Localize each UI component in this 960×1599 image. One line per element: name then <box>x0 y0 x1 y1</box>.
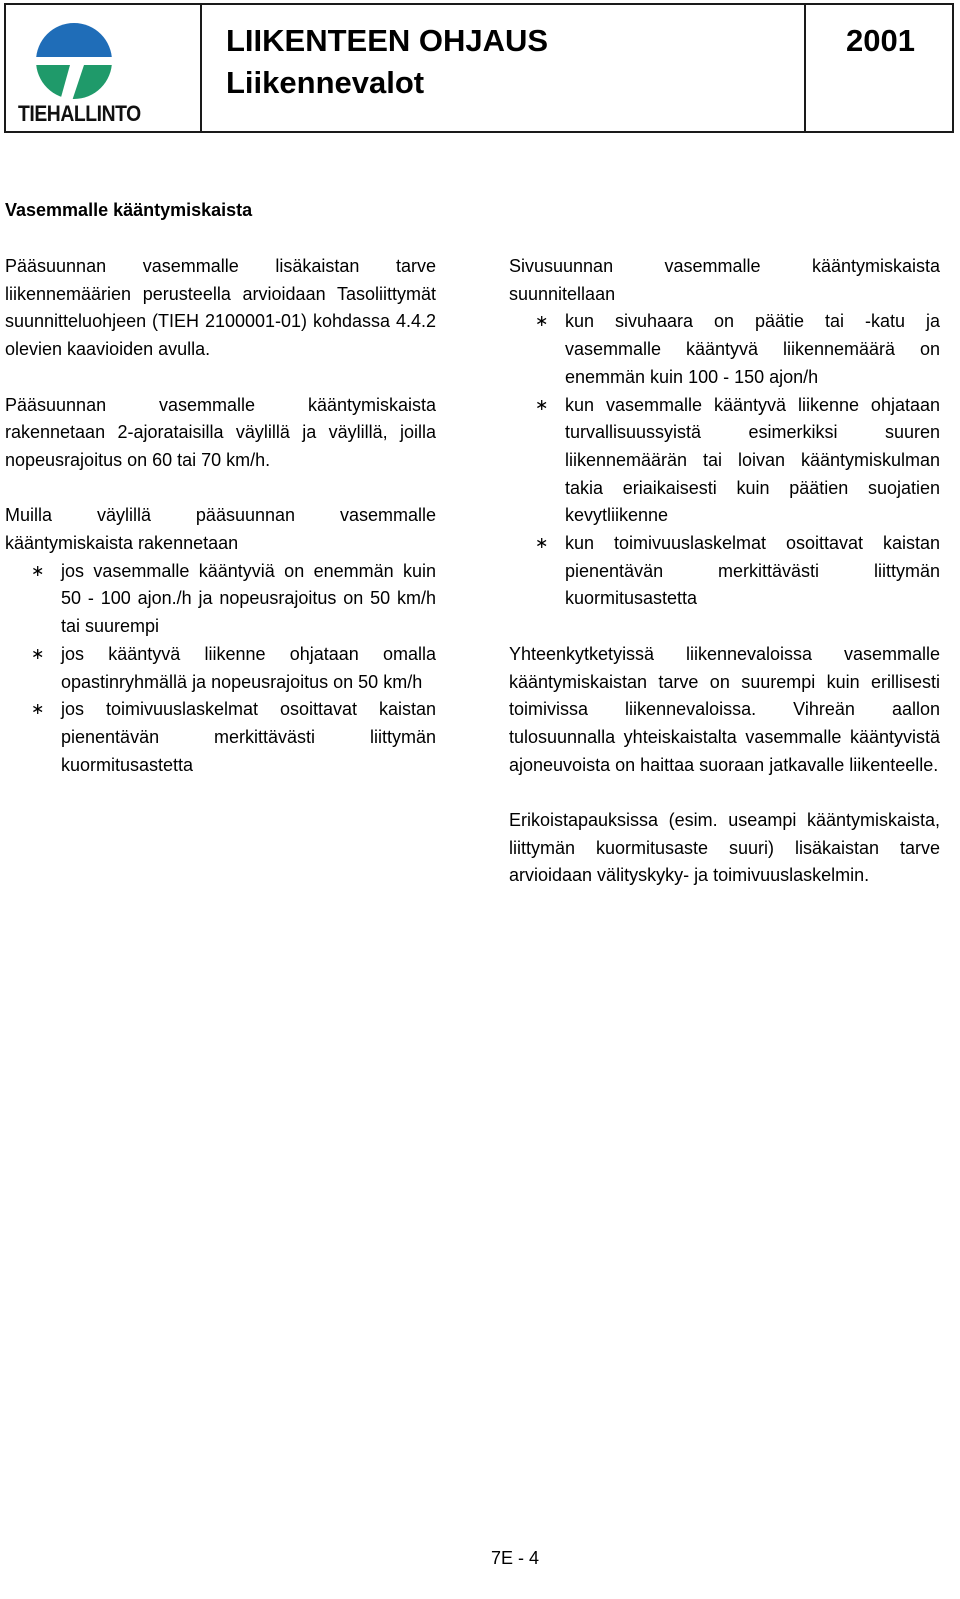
left-column <box>5 253 436 807</box>
bullet-icon: ∗ <box>535 396 549 414</box>
document-subtitle: Liikennevalot <box>226 65 425 100</box>
list-item: ∗ jos vasemmalle kääntyviä on enemmän kuin 50 - 100 ajon./h ja nopeusrajoitus on 50 km/h tai suurempi <box>5 558 436 641</box>
title-cell <box>202 5 806 131</box>
logo-cell <box>6 5 202 131</box>
document-year: 2001 <box>846 23 915 58</box>
right-paragraph-3: Erikoistapauksissa (esim. useampi kääntymiskaista, liittymän kuormitusaste suuri) lisäkaistan tarve arvioidaan välityskyky- ja toimivuuslaskelmin. <box>509 810 940 886</box>
bullet-icon: ∗ <box>535 313 549 331</box>
list-item: ∗ jos kääntyvä liikenne ohjataan omalla opastinryhmällä ja nopeusrajoitus on 50 km/h <box>5 641 436 696</box>
page-header <box>4 3 954 133</box>
list-item: ∗ kun vasemmalle kääntyvä liikenne ohjataan turvallisuussyistä esimerkiksi suuren liikennemäärän tai loivan kääntymiskulman takia eriaikaisesti kuin päätien suojatien kevytliikenne <box>509 392 940 531</box>
page-number: 7E - 4 <box>490 1548 540 1568</box>
left-bullet-list <box>5 558 436 780</box>
document-title: LIIKENTEEN OHJAUS <box>226 23 549 58</box>
list-item: ∗ jos toimivuuslaskelmat osoittavat kaistan pienentävän merkittävästi liittymän kuormitusastetta <box>5 696 436 779</box>
list-item: ∗ kun sivuhaara on päätie tai -katu ja vasemmalle kääntyvä liikennemäärä on enemmän kuin 100 - 150 ajon/h <box>509 308 940 391</box>
section-heading: Vasemmalle kääntymiskaista <box>5 200 253 220</box>
bullet-icon: ∗ <box>535 535 549 553</box>
logo-text: TIEHALLINTO <box>18 101 141 126</box>
right-paragraph-2: Yhteenkytketyissä liikennevaloissa vasemmalle kääntymiskaistan tarve on suurempi kuin erillisesti toimivissa liikennevaloissa. Vihreän aallon tulosuunnalla yhteiskaistalta vasemmalle kääntyvistä ajoneuvoista on haittaa suoraan jatkavalle liikenteelle. <box>509 643 940 775</box>
right-paragraph-1: Sivusuunnan vasemmalle kääntymiskaista suunnitellaan <box>509 256 940 304</box>
left-paragraph-3: Muilla väylillä pääsuunnan vasemmalle kääntymiskaista rakennetaan <box>5 505 436 553</box>
list-item: ∗ kun toimivuuslaskelmat osoittavat kaistan pienentävän merkittävästi liittymän kuormitusastetta <box>509 530 940 613</box>
left-paragraph-1: Pääsuunnan vasemmalle lisäkaistan tarve liikennemäärien perusteella arvioidaan Tasoliittymät suunnitteluohjeen (TIEH 2100001-01) kohdassa 4.4.2 olevien kaavioiden avulla. <box>5 256 436 360</box>
page-footer <box>0 1548 960 1569</box>
bullet-icon: ∗ <box>31 701 45 719</box>
tiehallinto-logo-icon <box>32 21 116 101</box>
left-paragraph-2: Pääsuunnan vasemmalle kääntymiskaista rakennetaan 2-ajorataisilla väylillä ja väylillä, joilla nopeusrajoitus on 60 tai 70 km/h. <box>5 394 436 470</box>
year-cell <box>806 5 952 131</box>
right-bullet-list <box>509 308 940 613</box>
bullet-icon: ∗ <box>31 562 45 580</box>
right-column <box>509 253 940 918</box>
bullet-icon: ∗ <box>31 645 45 663</box>
